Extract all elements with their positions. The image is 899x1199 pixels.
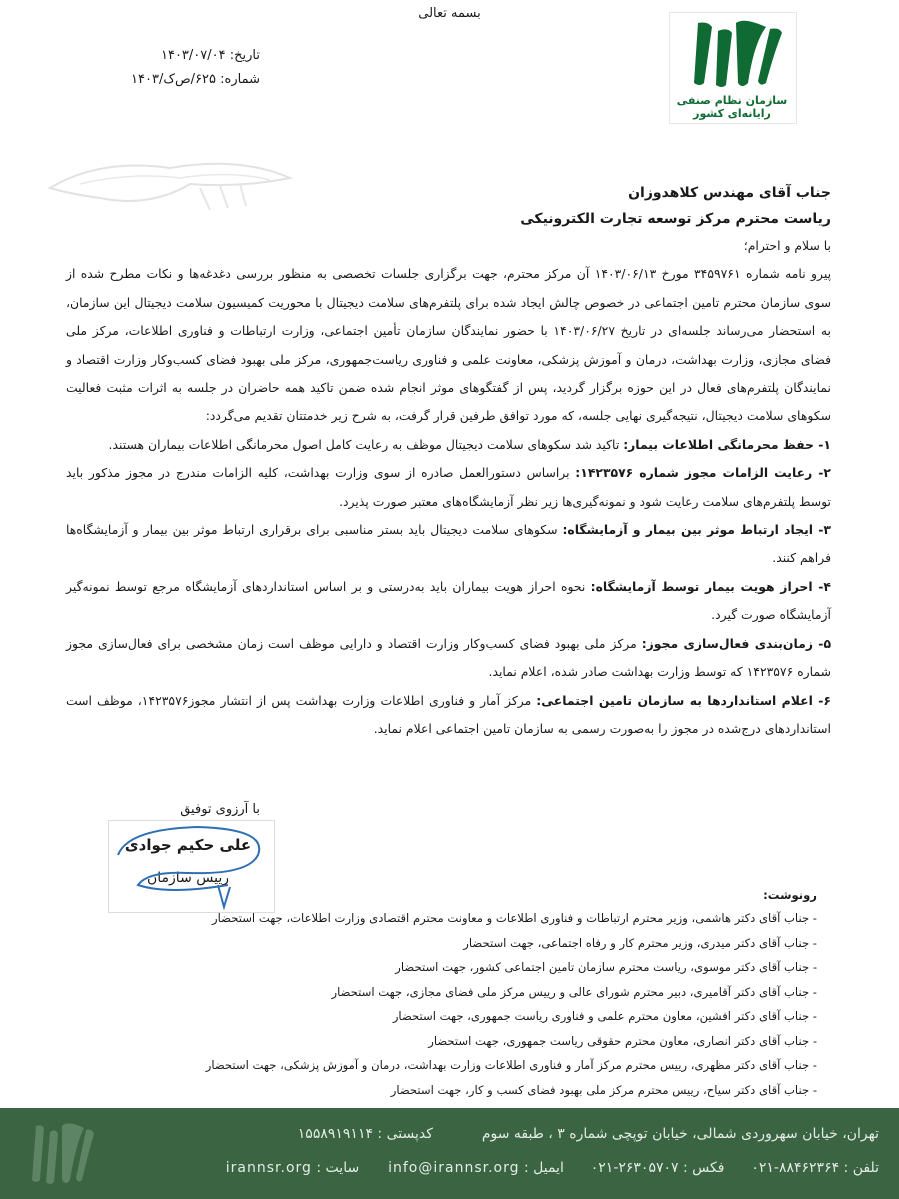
footer-email[interactable]: ایمیل : info@irannsr.org xyxy=(388,1160,564,1176)
list-item xyxy=(66,573,831,630)
basmala: بسمه تعالی xyxy=(418,6,481,21)
letter-meta xyxy=(60,44,260,92)
item-heading: ۲- رعایت الزامات مجوز شماره ۱۴۲۳۵۷۶: xyxy=(575,465,831,481)
footer-contact-line xyxy=(120,1160,879,1176)
footer-bar xyxy=(0,1108,899,1199)
footer-phone: تلفن : ۸۸۴۶۲۳۶۴-۰۲۱ xyxy=(751,1160,879,1176)
item-text: نحوه احراز هویت بیماران باید به‌درستی و بر اساس استانداردهای آزمایشگاه مرجع توسط نمونه‌گیر آزمایشگاه صورت گیرد. xyxy=(66,578,831,623)
cc-item: - جناب آقای دکتر انصاری، معاون محترم حقوقی ریاست جمهوری، جهت استحضار xyxy=(428,1033,817,1048)
item-heading: ۶- اعلام استانداردها به سازمان تامین اجتماعی: xyxy=(536,692,831,708)
list-item xyxy=(66,630,831,687)
item-text: سکوهای سلامت دیجیتال باید بستر مناسبی برای برقراری ارتباط موثر بین بیمار و آزمایشگاه‌ها فراهم کنند. xyxy=(66,522,831,566)
recipient-title: ریاست محترم مرکز توسعه تجارت الکترونیکی xyxy=(520,211,831,227)
item-text: مرکز آمار و فناوری اطلاعات وزارت بهداشت پس از انتشار مجوز۱۴۲۳۵۷۶، موظف است استانداردهای درج‌شده در مجوز را به‌صورت رسمی به سازمان تامین اجتماعی اعلام نماید. xyxy=(66,692,831,736)
cc-item: - جناب آقای دکتر هاشمی، وزیر محترم ارتباطات و فناوری اطلاعات و معاونت محترم اقتصادی وزارت اطلاعات، جهت استحضار xyxy=(212,911,817,925)
footer-fax: فکس : ۲۶۳۰۵۷۰۷-۰۲۱ xyxy=(590,1160,725,1176)
item-text: مرکز ملی بهبود فضای کسب‌وکار وزارت اقتصاد و دارایی موظف است زمان مشخصی برای فعال‌سازی مجوز شماره ۱۴۲۳۵۷۶ که توسط وزارت بهداشت صادر شده، اعلام نماید. xyxy=(66,635,831,680)
item-heading: ۴- احراز هویت بیمار توسط آزمایشگاه: xyxy=(590,578,831,594)
body-paragraph: پیرو نامه شماره ۳۴۵۹۷۶۱ مورخ ۱۴۰۳/۰۶/۱۳ آن مرکز محترم، جهت برگزاری جلسات تخصصی به منظور بررسی دغدغه‌ها و نکات مطرح شده از سوی سازمان محترم تامین اجتماعی در خصوص چالش ایجاد شده برای پلتفرم‌های سلامت دیجیتال با محوریت کمیسیون سلامت دیجیتال این سازمان، به استحضار می‌رساند جلسه‌ای در تاریخ ۱۴۰۳/۰۶/۲۷ با حضور نمایندگان سازمان تأمین اجتماعی، وزارت ارتباطات و فناوری اطلاعات، مرکز ملی فضای مجازی، وزارت بهداشت، درمان و آموزش پزشکی، معاونت علمی و فناوری ریاست‌جمهوری، مرکز ملی بهبود فضای کسب‌وکار وزارت اقتصاد و نمایندگان پلتفرم‌های فعال در این حوزه برگزار گردید، پس از گفتگوهای موثر انجام شده ضمن تاکید همه حاضران در جلسه به اثرات مثبت فعالیت سکوهای سلامت دیجیتال، نتیجه‌گیری نهایی جلسه، که مورد توافق طرفین قرار گرفت، به شرح زیر خدمتتان تقدیم می‌گردد: xyxy=(66,266,832,424)
footer-logo-icon xyxy=(22,1116,102,1192)
logo-caption: سازمان نظام صنفی رایانه‌ای کشور xyxy=(676,94,788,120)
cc-item: - جناب آقای دکتر سیاح، رییس محترم مرکز ملی بهبود فضای کسب و کار، جهت استحضار xyxy=(390,1082,817,1097)
footer-address-line xyxy=(120,1126,879,1142)
footer-address: تهران، خیابان سهروردی شمالی، خیابان توپچی شماره ۳ ، طبقه سوم xyxy=(481,1126,879,1142)
list-item xyxy=(66,431,831,459)
footer-postal: کدپستی : ۱۵۵۸۹۱۹۱۱۴ xyxy=(297,1126,433,1142)
footer-site[interactable]: سایت : irannsr.org xyxy=(225,1160,360,1176)
item-heading: ۱- حفظ محرمانگی اطلاعات بیمار: xyxy=(623,436,831,452)
list-item xyxy=(66,459,831,516)
cc-item: - جناب آقای دکتر مظهری، رییس محترم مرکز آمار و فناوری اطلاعات وزارت بهداشت، درمان و آموزش پزشکی، جهت استحضار xyxy=(205,1058,817,1072)
item-text: براساس دستورالعمل صادره از سوی وزارت بهداشت، کلیه الزامات مندرج در مجوز مذکور باید توسط پلتفرم‌های سلامت رعایت شود و نمونه‌گیری‌ها زیر نظر آزمایشگاه‌های معتبر صورت پذیرد. xyxy=(66,465,831,509)
list-item xyxy=(66,516,831,573)
letter-number: شماره: ۶۲۵/ص‌ک/۱۴۰۳ xyxy=(131,72,260,87)
list-item xyxy=(66,687,831,744)
cc-title: رونوشت: xyxy=(763,888,817,902)
item-text: تاکید شد سکوهای سلامت دیجیتال موظف به رعایت کامل اصول محرمانگی اطلاعات بیماران هستند. xyxy=(108,436,624,452)
cc-item: - جناب آقای دکتر میدری، وزیر محترم کار و رفاه اجتماعی، جهت استحضار xyxy=(463,935,817,950)
letter-body xyxy=(66,180,831,743)
recipient-name: جناب آقای مهندس کلاهدوزان xyxy=(628,185,831,201)
cc-item: - جناب آقای دکتر موسوی، ریاست محترم سازمان تامین اجتماعی کشور، جهت استحضار xyxy=(395,960,817,974)
signer-name: علی حکیم جوادی xyxy=(124,836,252,854)
cc-item: - جناب آقای دکتر افشین، معاون محترم علمی و فناوری ریاست جمهوری، جهت استحضار xyxy=(392,1009,817,1023)
closing-phrase: با آرزوی توفیق xyxy=(180,802,260,817)
signer-title: رییس سازمان xyxy=(147,870,229,886)
cc-section xyxy=(90,884,817,1102)
item-heading: ۳- ایجاد ارتباط موثر بین بیمار و آزمایشگاه: xyxy=(562,522,831,538)
letter-date: تاریخ: ۱۴۰۳/۰۷/۰۴ xyxy=(160,48,260,63)
cc-list xyxy=(90,906,817,1102)
item-heading: ۵- زمان‌بندی فعال‌سازی مجوز: xyxy=(641,635,832,651)
greeting: با سلام و احترام؛ xyxy=(743,238,831,253)
cc-item: - جناب آقای دکتر آقامیری، دبیر محترم شورای عالی و رییس مرکز ملی فضای مجازی، جهت استحضار xyxy=(331,984,817,999)
